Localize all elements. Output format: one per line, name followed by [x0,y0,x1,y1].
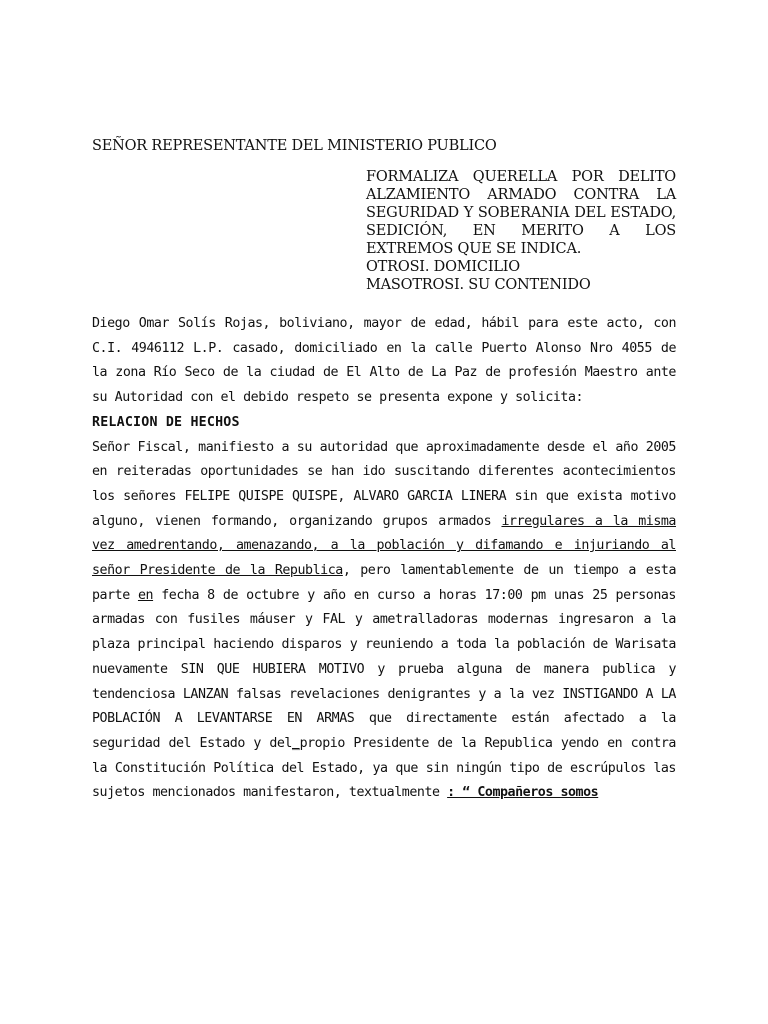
facts-text-2: , pero lamentablemente de un tiempo a esta parte [92,563,676,603]
facts-text-3: fecha 8 de octubre y año en curso a horas 17:00 pm unas 25 personas armadas con fusiles máuser y FAL y ametralladoras modernas ingresaron a la plaza principal haciendo disparos y reuniendo a toda la población de Warisata nuevamente SIN QUE HUBIERA MOTIVO y prueba alguna de manera publica y tendenciosa LANZAN falsas revelaciones denigrantes y a la vez INSTIGANDO A LA POBLACIÓN A LEVANTARSE EN ARMAS que directamente están afectado a la seguridad del Estado y del [92,587,676,751]
subject-otrosi: OTROSI. DOMICILIO [366,259,520,275]
facts-paragraph [92,436,676,807]
section-heading: RELACION DE HECHOS [92,414,240,430]
facts-text-4: propio Presidente de la Republica yendo en contra la Constitución Política del Estado, ya que sin ningún tipo de escrúpulos las sujetos mencionados manifestaron, textualmente [92,735,676,801]
facts-quote-start: : “ Compañeros somos [447,785,599,801]
subject-main: FORMALIZA QUERELLA POR DELITO ALZAMIENTO ARMADO CONTRA LA SEGURIDAD Y SOBERANIA DEL ESTADO, SEDICIÓN, EN MERITO A LOS EXTREMOS QUE SE INDICA. [366,169,676,257]
facts-underlined-2: en [137,587,154,603]
facts-underscore: _ [292,735,300,751]
intro-paragraph: Diego Omar Solís Rojas, boliviano, mayor de edad, hábil para este acto, con C.I. 4946112 L.P. casado, domiciliado en la calle Puerto Alonso Nro 4055 de la zona Río Seco de la ciudad de El Alto de La Paz de profesión Maestro ante su Autoridad con el debido respeto se presenta expone y solicita: [92,316,676,406]
document-body [92,312,676,806]
addressee-heading: SEÑOR REPRESENTANTE DEL MINISTERIO PUBLICO [92,138,497,154]
subject-block [366,168,676,294]
facts-text-1: Señor Fiscal, manifiesto a su autoridad que aproximadamente desde el año 2005 en reiteradas oportunidades se han ido suscitando diferentes acontecimientos los señores FELIPE QUISPE QUISPE, ALVARO GARCIA LINERA sin que exista motivo alguno, vienen formando, organizando grupos armados [92,439,676,529]
facts-underlined-1: irregulares a la misma vez amedrentando, amenazando, a la población y difamando e injuriando al señor Presidente de la Republica [92,513,676,579]
subject-masotrosi: MASOTROSI. SU CONTENIDO [366,277,591,293]
